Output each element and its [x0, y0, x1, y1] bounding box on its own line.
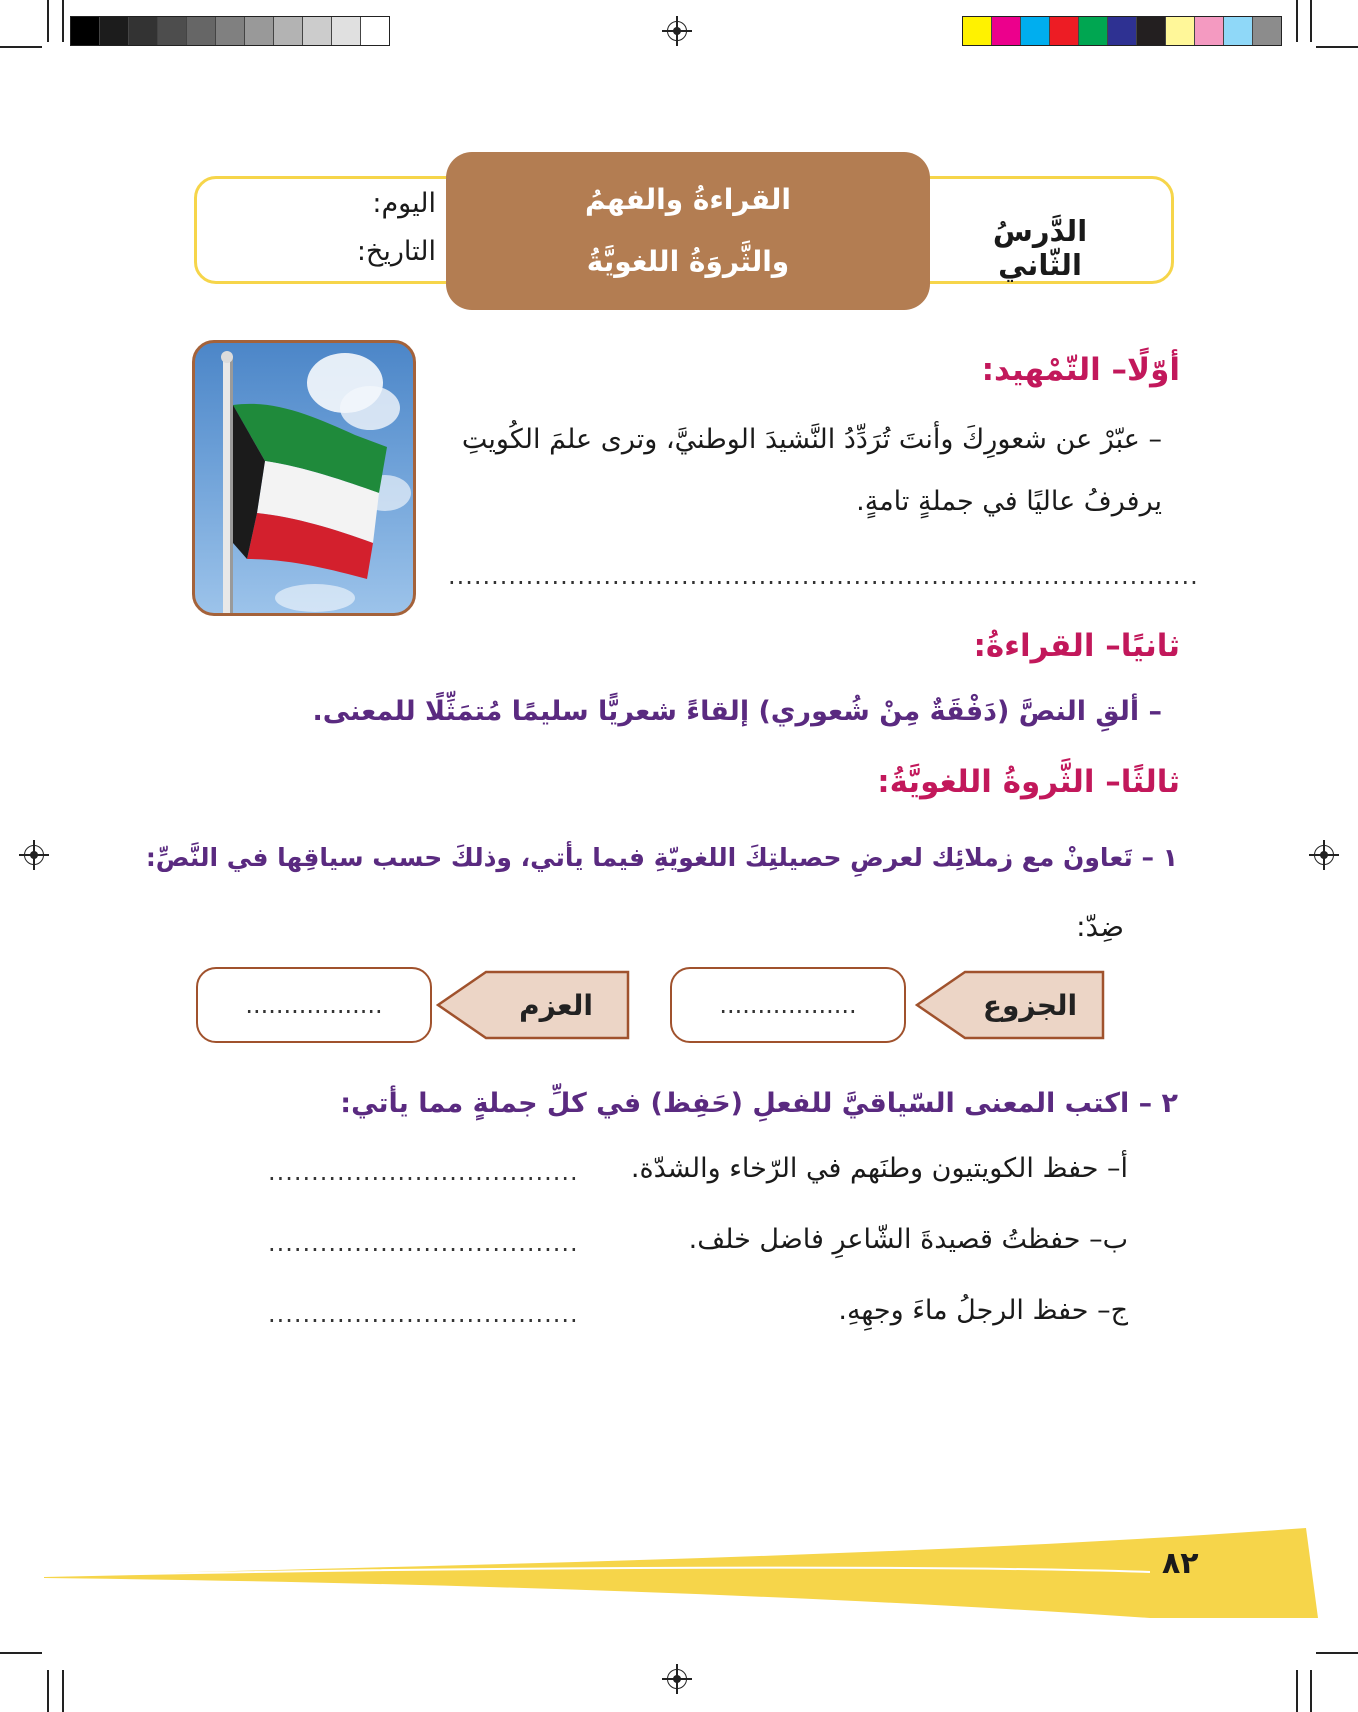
opposite-label: ضِدّ:: [1076, 910, 1124, 943]
sentence-b-answer[interactable]: ....................................: [268, 1229, 579, 1257]
word-jazoo: الجزوع: [982, 988, 1078, 1022]
sentence-b: ب– حفظتُ قصيدةَ الشّاعرِ فاضل خلف.: [688, 1224, 1128, 1255]
page-number: ٨٢: [1162, 1546, 1199, 1581]
registration-mark-top: [667, 21, 687, 41]
crop-mark: [0, 46, 42, 48]
crop-mark: [1310, 0, 1312, 42]
kuwait-flag-photo: [192, 340, 416, 616]
day-label: اليوم:: [372, 188, 436, 219]
sentence-a: أ– حفظ الكويتيون وطنَهم في الرّخاء والشدّة.: [630, 1153, 1128, 1184]
crop-mark: [1316, 1652, 1358, 1654]
registration-mark-right: [1314, 845, 1334, 865]
section-vocab-heading: ثالثًا– الثَّروةُ اللغويَّةُ:: [877, 764, 1180, 800]
antonym-blank-1[interactable]: [670, 967, 906, 1043]
lesson-number: الدَّرسُ الثّاني: [992, 214, 1088, 282]
reading-instruction: – ألقِ النصَّ (دَفْقَةٌ مِنْ شُعوري) إلقاءً شعريًّا سليمًا مُتمَثِّلًا للمعنى.: [312, 696, 1162, 727]
lesson-title-box: [446, 152, 930, 310]
registration-mark-bottom: [667, 1669, 687, 1689]
crop-mark: [47, 1670, 49, 1712]
section-reading-heading: ثانيًا– القراءةُ:: [973, 628, 1180, 664]
crop-mark: [62, 1670, 64, 1712]
sentence-c: ج– حفظ الرجلُ ماءَ وجهِهِ.: [838, 1295, 1128, 1326]
intro-line-1: – عبّرْ عن شعورِكَ وأنتَ تُرَدِّدُ النَّشيدَ الوطنيَّ، وترى علمَ الكُويتِ: [461, 424, 1162, 455]
lesson-title-line1: القراءةُ والفهمُ: [585, 183, 791, 216]
vocab-question-2: ٢ – اكتب المعنى السّياقيَّ للفعلِ (حَفِظ) في كلِّ جملةٍ مما يأتي:: [340, 1088, 1178, 1119]
crop-mark: [1316, 46, 1358, 48]
crop-mark: [1296, 1670, 1298, 1712]
antonym-blank-1-dots: ..................: [719, 991, 857, 1019]
crop-mark: [0, 1652, 42, 1654]
sentence-c-answer[interactable]: ....................................: [268, 1300, 579, 1328]
antonym-blank-2-dots: ..................: [245, 991, 383, 1019]
crop-mark: [62, 0, 64, 42]
grayscale-bar: [70, 16, 390, 46]
footer-yellow-swoosh: [0, 1524, 1358, 1624]
kuwait-flag-illustration: [195, 343, 413, 613]
crop-mark: [47, 0, 49, 42]
word-azm: العزم: [519, 988, 593, 1022]
antonym-blank-2[interactable]: [196, 967, 432, 1043]
color-bar: [962, 16, 1282, 46]
vocab-question-1: ١ – تَعاونْ مع زملائِك لعرضِ حصيلتِكَ اللغويّةِ فيما يأتي، وذلكَ حسب سياقِها في النَّصِّ:: [145, 843, 1178, 872]
section-intro-heading: أوّلًا– التّمْهيد:: [981, 352, 1180, 388]
sentence-a-answer[interactable]: ....................................: [268, 1158, 579, 1186]
intro-line-2: يرفرفُ عاليًا في جملةٍ تامةٍ.: [856, 486, 1162, 517]
lesson-title-line2: والثَّروَةُ اللغويَّةُ: [586, 245, 790, 278]
crop-mark: [1296, 0, 1298, 42]
date-label: التاريخ:: [356, 236, 436, 267]
intro-answer-line[interactable]: .......................................................................................: [448, 562, 1199, 590]
crop-mark: [1310, 1670, 1312, 1712]
registration-mark-left: [24, 845, 44, 865]
